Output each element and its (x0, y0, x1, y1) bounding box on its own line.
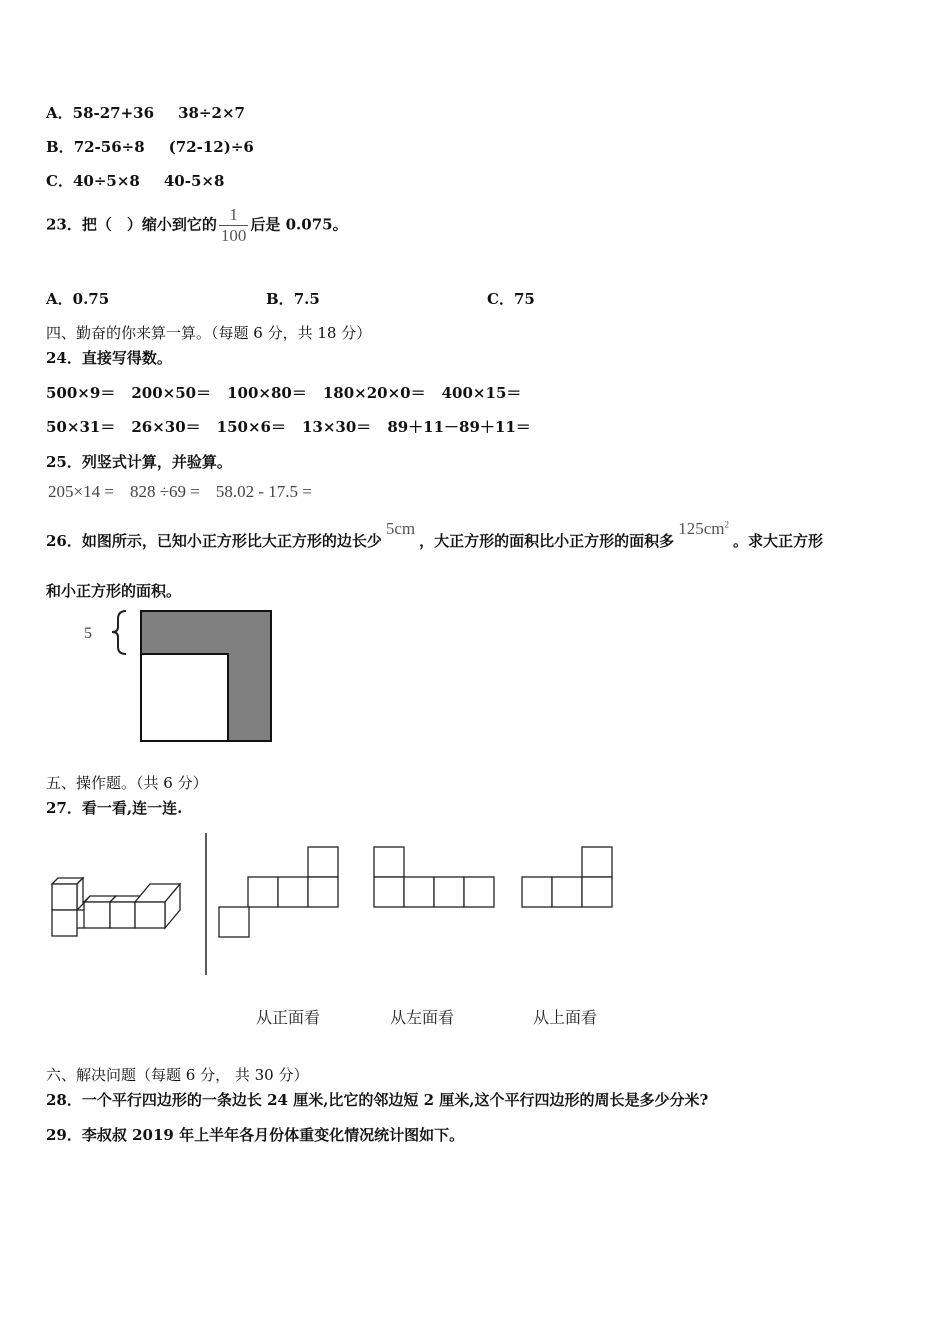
section-6-title: 六、解决问题（每题 6 分， 共 30 分） (46, 1066, 309, 1084)
section-4-title: 四、勤奋的你来算一算。（每题 6 分，共 18 分） (46, 324, 372, 342)
view-label-front: 从正面看 (256, 1008, 321, 1027)
question-26-line-2: 和小正方形的面积。 (46, 582, 182, 600)
question-25-title: 25．列竖式计算，并验算。 (46, 453, 232, 471)
option-b[interactable]: B．72-56÷8 (72-12)÷6 (46, 138, 254, 156)
option-c[interactable]: C．75 (487, 290, 535, 308)
view-front (219, 847, 338, 937)
question-24-title: 24．直接写得数。 (46, 349, 172, 367)
option-a[interactable]: A．58-27+36 38÷2×7 (46, 104, 245, 122)
question-24-row-2: 50×31＝ 26×30＝ 150×6＝ 13×30＝ 89＋11－89＋11＝ (46, 418, 531, 436)
view-left (374, 847, 494, 907)
question-24-row-1: 500×9＝ 200×50＝ 100×80＝ 180×20×0＝ 400×15＝ (46, 384, 522, 402)
views-figure (0, 825, 950, 985)
small-square (141, 654, 228, 741)
question-26: 26．如图所示，已知小正方形比大正方形的边长少5cm，大正方形的面积比小正方形的面积多$125cm^2$。求大正方形 (46, 519, 823, 550)
option-a[interactable]: A．0.75 (46, 290, 110, 308)
option-b[interactable]: B．7.5 (266, 290, 320, 308)
view-label-left: 从左面看 (390, 1008, 455, 1027)
brace-icon (112, 611, 126, 654)
section-5-title: 五、操作题。（共 6 分） (46, 774, 208, 792)
figure-label: 5 (84, 625, 92, 642)
question-28: 28．一个平行四边形的一条边长 24 厘米,比它的邻边短 2 厘米,这个平行四边形的周长是多少分米? (46, 1091, 709, 1109)
view-top (522, 847, 612, 907)
squares-figure (76, 605, 276, 745)
cube-solid (52, 878, 180, 936)
view-label-top: 从上面看 (533, 1008, 598, 1027)
question-27-title: 27．看一看,连一连. (46, 799, 183, 817)
question-23: 23．把（ ）缩小到它的 $\frac{1}{100}$ 后是 0.075。 (46, 205, 348, 245)
question-29: 29．李叔叔 2019 年上半年各月份体重变化情况统计图如下。 (46, 1126, 465, 1144)
option-c[interactable]: C．40÷5×8 40-5×8 (46, 172, 225, 190)
question-25-items: 205×14 = 828 ÷69 = 58.02 - 17.5 = (48, 482, 312, 501)
fraction: $\frac{1}{100}$ (220, 205, 247, 245)
